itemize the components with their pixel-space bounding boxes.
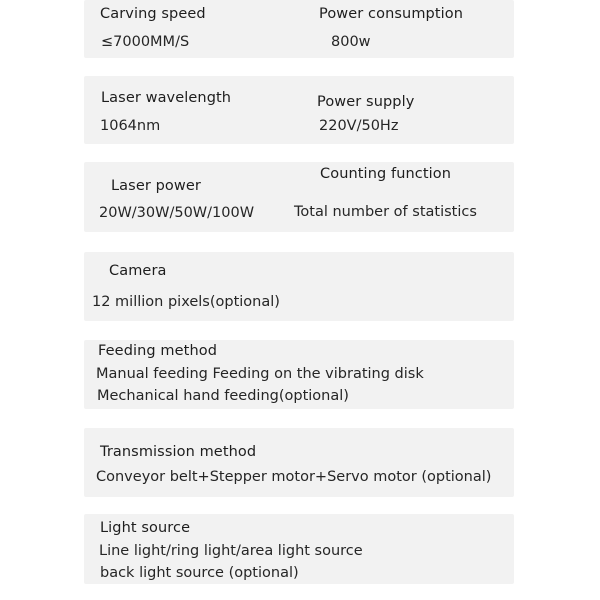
- power-supply-value: 220V/50Hz: [319, 118, 399, 134]
- camera-value: 12 million pixels(optional): [92, 294, 280, 310]
- laser-wavelength-label: Laser wavelength: [101, 90, 232, 106]
- carving-speed-label: Carving speed: [100, 6, 206, 22]
- feeding-method-label: Feeding method: [98, 343, 218, 359]
- light-source-line2: back light source (optional): [100, 565, 299, 581]
- spec-panel-camera: [84, 252, 514, 321]
- spec-panel-light-source: [84, 514, 514, 584]
- spec-panel-wavelength-supply: [84, 76, 514, 144]
- power-consumption-label: Power consumption: [319, 6, 464, 22]
- laser-power-label: Laser power: [111, 178, 201, 194]
- power-supply-label: Power supply: [317, 94, 415, 110]
- transmission-method-value: Conveyor belt+Stepper motor+Servo motor (optional): [96, 469, 492, 485]
- counting-function-label: Counting function: [320, 166, 452, 182]
- light-source-line1: Line light/ring light/area light source: [99, 543, 363, 559]
- counting-function-value: Total number of statistics: [294, 204, 477, 220]
- feeding-method-line2: Mechanical hand feeding(optional): [97, 388, 349, 404]
- transmission-method-label: Transmission method: [100, 444, 257, 460]
- light-source-label: Light source: [100, 520, 191, 536]
- camera-label: Camera: [109, 263, 167, 279]
- laser-wavelength-value: 1064nm: [100, 118, 161, 134]
- carving-speed-value: ≤7000MM/S: [101, 34, 190, 50]
- spec-panel-speed-power: [84, 0, 514, 58]
- spec-panel-laserpower-counting: [84, 162, 514, 232]
- laser-power-value: 20W/30W/50W/100W: [99, 205, 255, 221]
- spec-panel-transmission: [84, 428, 514, 497]
- feeding-method-line1: Manual feeding Feeding on the vibrating disk: [96, 366, 424, 382]
- power-consumption-value: 800w: [331, 34, 371, 50]
- spec-panel-feeding: [84, 340, 514, 409]
